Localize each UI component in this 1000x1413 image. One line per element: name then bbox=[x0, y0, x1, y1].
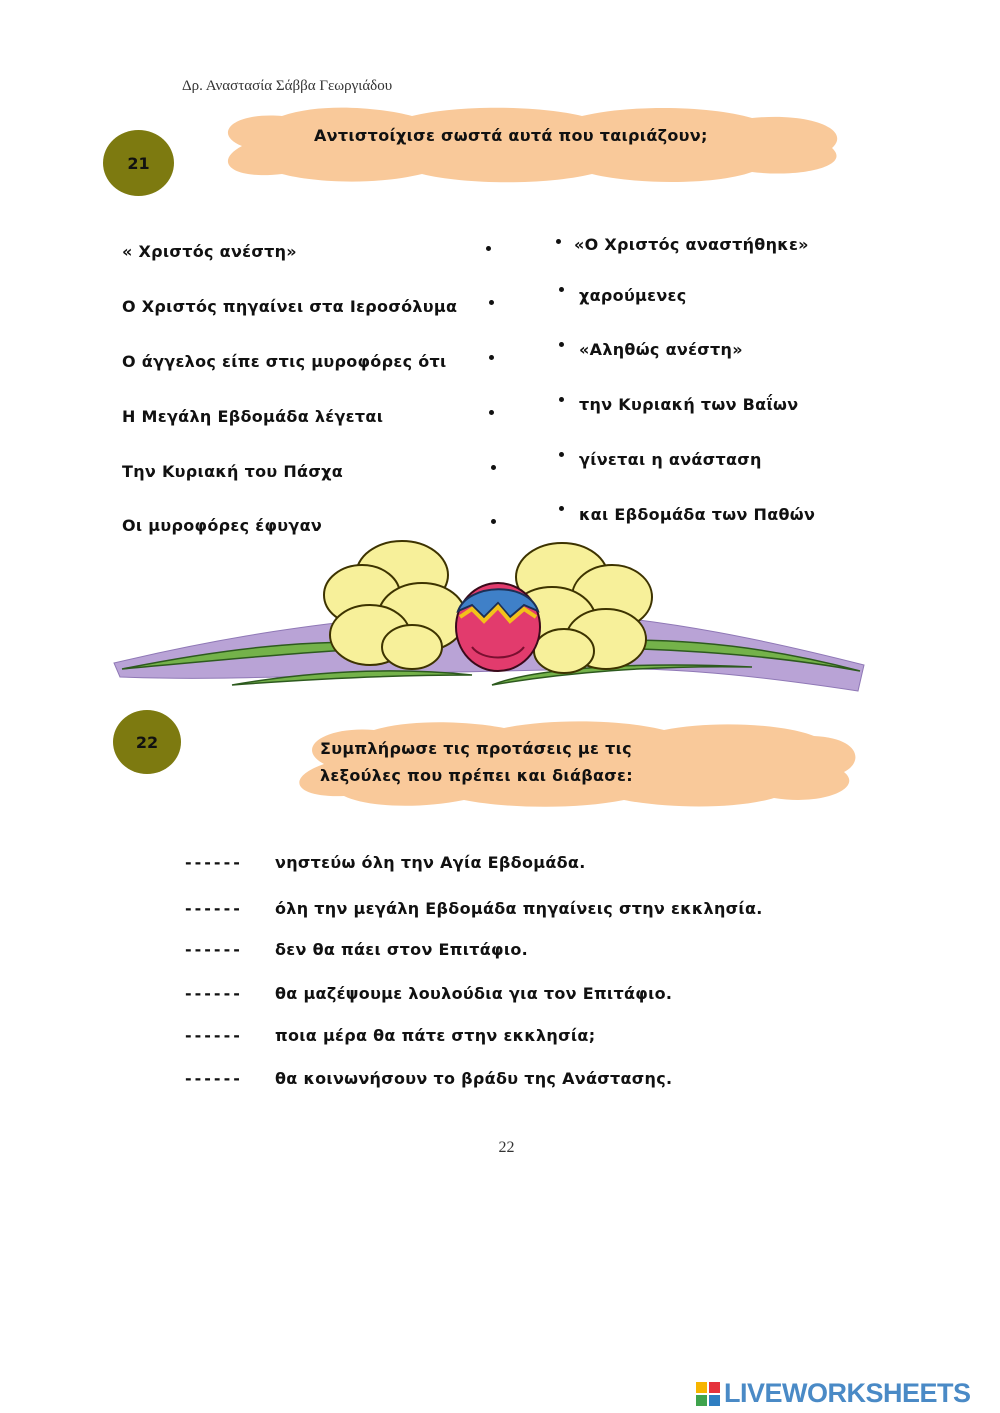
fill-blank[interactable]: ------ bbox=[185, 940, 243, 959]
author-name: Δρ. Αναστασία Σάββα Γεωργιάδου bbox=[182, 78, 393, 94]
match-dot-right[interactable] bbox=[559, 287, 564, 292]
sentence: δεν θα πάει στον Επιτάφιο. bbox=[275, 940, 529, 959]
instruction-21: Αντιστοίχισε σωστά αυτά που ταιριάζουν; bbox=[314, 126, 708, 145]
easter-flowers-illustration bbox=[112, 535, 868, 705]
liveworksheets-icon bbox=[696, 1382, 720, 1406]
left-item: Την Κυριακή του Πάσχα bbox=[122, 462, 344, 481]
match-dot-left[interactable] bbox=[491, 465, 496, 470]
match-dot-right[interactable] bbox=[559, 506, 564, 511]
exercise-number-21: 21 bbox=[103, 130, 174, 196]
left-item: Οι μυροφόρες έφυγαν bbox=[122, 516, 323, 535]
sentence: θα κοινωνήσουν το βράδυ της Ανάστασης. bbox=[275, 1069, 673, 1088]
fill-blank[interactable]: ------ bbox=[185, 853, 243, 872]
match-dot-right[interactable] bbox=[559, 397, 564, 402]
fill-blank[interactable]: ------ bbox=[185, 1026, 243, 1045]
instruction-22-line1: Συμπλήρωσε τις προτάσεις με τις bbox=[320, 739, 632, 758]
match-dot-left[interactable] bbox=[489, 410, 494, 415]
right-item: γίνεται η ανάσταση bbox=[579, 450, 762, 469]
right-item: «Αληθώς ανέστη» bbox=[579, 340, 743, 359]
fill-blank[interactable]: ------ bbox=[185, 984, 243, 1003]
left-item: « Χριστός ανέστη» bbox=[122, 242, 297, 261]
sentence: όλη την μεγάλη Εβδομάδα πηγαίνεις στην εκκλησία. bbox=[275, 899, 763, 918]
watermark-text: LIVEWORKSHEETS bbox=[724, 1378, 971, 1408]
match-dot-right[interactable] bbox=[559, 452, 564, 457]
left-item: Ο Χριστός πηγαίνει στα Ιεροσόλυμα bbox=[122, 297, 458, 316]
fill-blank[interactable]: ------ bbox=[185, 1069, 243, 1088]
sentence: νηστεύω όλη την Αγία Εβδομάδα. bbox=[275, 853, 586, 872]
match-dot-left[interactable] bbox=[489, 355, 494, 360]
match-dot-right[interactable] bbox=[556, 239, 561, 244]
left-item: Η Μεγάλη Εβδομάδα λέγεται bbox=[122, 407, 384, 426]
match-dot-left[interactable] bbox=[491, 519, 496, 524]
right-item: και Εβδομάδα των Παθών bbox=[579, 505, 816, 524]
right-item: την Κυριακή των Βαΐων bbox=[579, 395, 799, 414]
instruction-22-line2: λεξούλες που πρέπει και διάβασε: bbox=[320, 766, 633, 785]
right-item: χαρούμενες bbox=[579, 286, 687, 305]
match-dot-left[interactable] bbox=[486, 246, 491, 251]
match-dot-left[interactable] bbox=[489, 300, 494, 305]
left-item: Ο άγγελος είπε στις μυροφόρες ότι bbox=[122, 352, 447, 371]
page-number: 22 bbox=[498, 1139, 515, 1156]
match-dot-right[interactable] bbox=[559, 342, 564, 347]
exercise-number-22: 22 bbox=[113, 710, 181, 774]
right-item: «Ο Χριστός αναστήθηκε» bbox=[574, 235, 809, 254]
liveworksheets-logo[interactable] bbox=[696, 1378, 971, 1409]
fill-blank[interactable]: ------ bbox=[185, 899, 243, 918]
sentence: ποια μέρα θα πάτε στην εκκλησία; bbox=[275, 1026, 596, 1045]
sentence: θα μαζέψουμε λουλούδια για τον Επιτάφιο. bbox=[275, 984, 673, 1003]
